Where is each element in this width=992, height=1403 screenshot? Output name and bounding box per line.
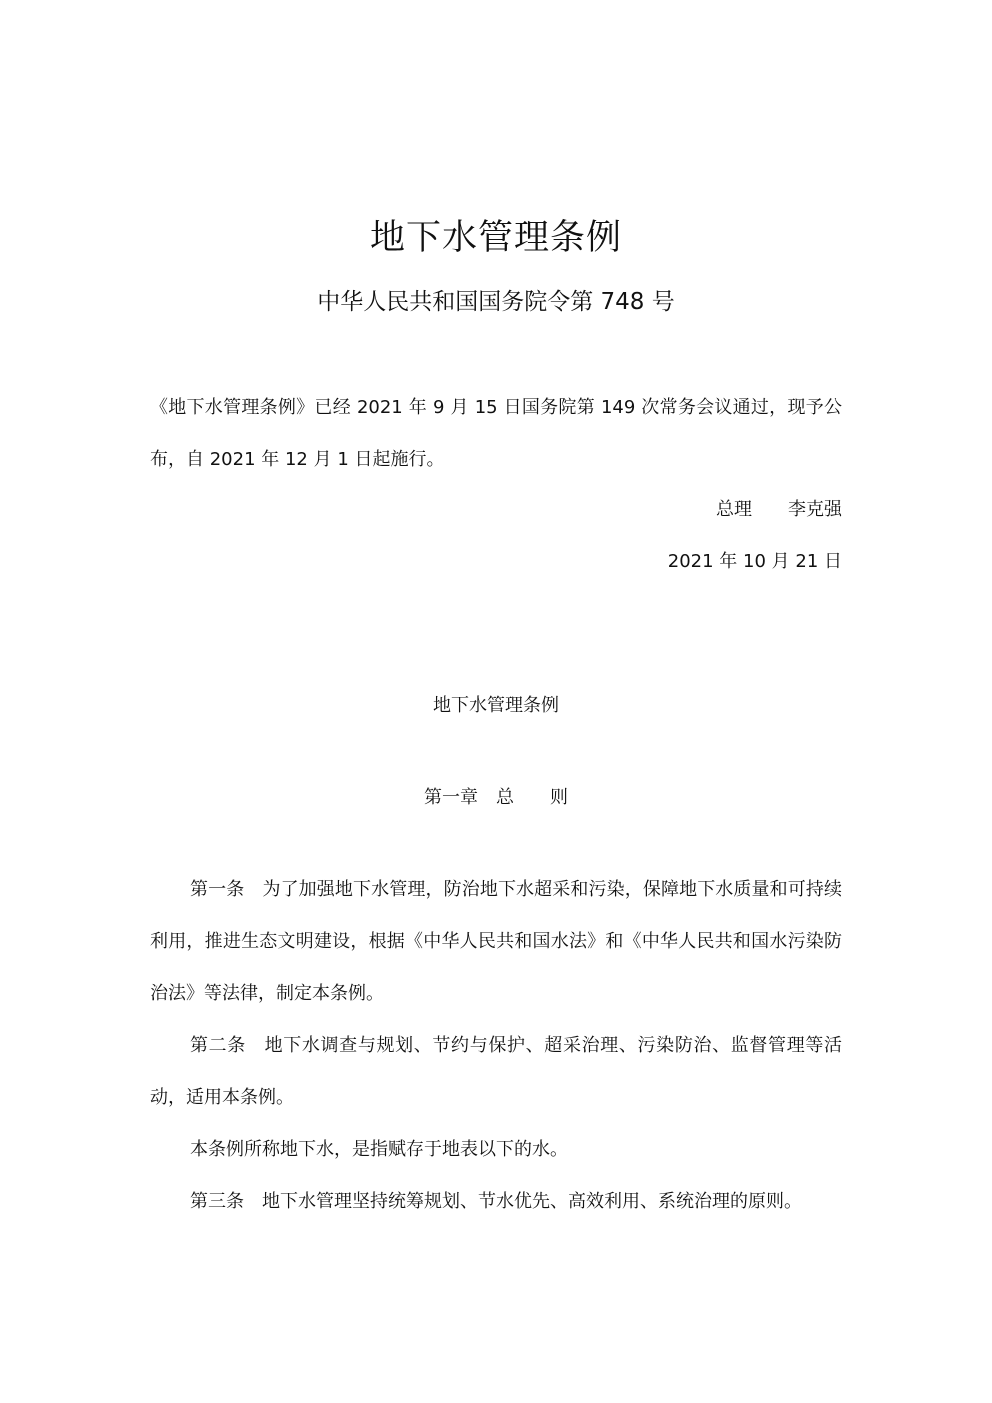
regulation-title: 地下水管理条例 bbox=[433, 695, 559, 716]
article-paragraph: 第一条 为了加强地下水管理，防治地下水超采和污染，保障地下水质量和可持续利用，推进生态文明建设，根据《中华人民共和国水法》和《中华人民共和国水污染防治法》等法律，制定本条例。 bbox=[150, 879, 842, 1004]
article-paragraph: 第二条 地下水调查与规划、节约与保护、超采治理、污染防治、监督管理等活动，适用本条例。 bbox=[150, 1035, 842, 1108]
document-title: 地下水管理条例 bbox=[369, 218, 622, 258]
articles-section bbox=[150, 864, 842, 1228]
promulgation-notice bbox=[150, 382, 842, 486]
promulgation-paragraph: 《地下水管理条例》已经 2021 年 9 月 15 日国务院第 149 次常务会议通过，现予公布，自 2021 年 12 月 1 日起施行。 bbox=[150, 397, 842, 470]
signing-date: 2021 年 10 月 21 日 bbox=[667, 551, 842, 572]
state-council-order-number: 中华人民共和国国务院令第 748 号 bbox=[317, 289, 675, 315]
chapter-heading: 第一章 总 则 bbox=[424, 787, 568, 808]
signatory-line: 总理 李克强 bbox=[716, 499, 842, 520]
article-paragraph: 第三条 地下水管理坚持统筹规划、节水优先、高效利用、系统治理的原则。 bbox=[190, 1191, 802, 1212]
article-paragraph: 本条例所称地下水，是指赋存于地表以下的水。 bbox=[190, 1139, 568, 1160]
